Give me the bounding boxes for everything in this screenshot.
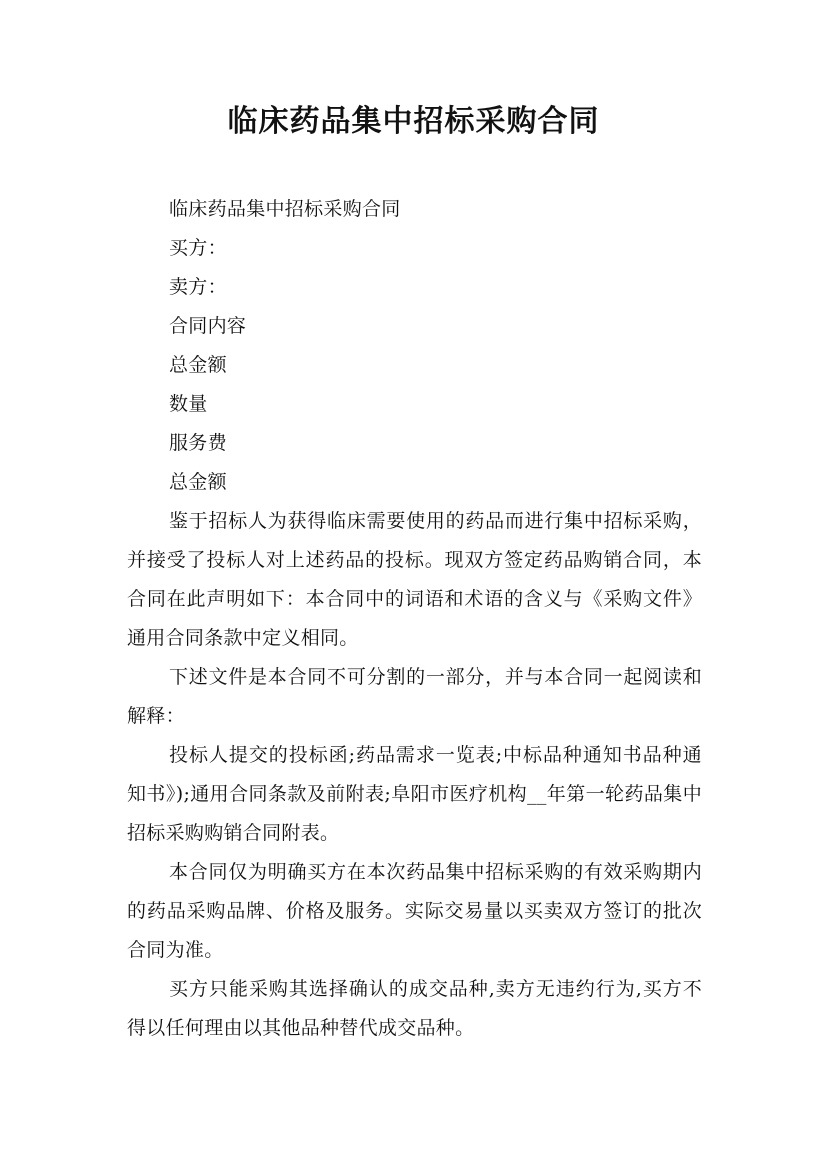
header-line-service-fee: 服务费 xyxy=(169,432,227,454)
header-line-seller: 卖方： xyxy=(169,276,227,298)
paragraph-preamble: 鉴于招标人为获得临床需要使用的药品而进行集中招标采购，并接受了投标人对上述药品的投标。现双方签定药品购销合同，本合同在此声明如下：本合同中的词语和术语的含义与《采购文件》通用合同条款中定义相同。 xyxy=(127,510,702,649)
header-line-contract-content: 合同内容 xyxy=(169,315,247,337)
header-line-contract-name: 临床药品集中招标采购合同 xyxy=(169,198,401,220)
paragraph-documents-intro: 下述文件是本合同不可分割的一部分，并与本合同一起阅读和解释： xyxy=(127,666,702,727)
paragraph-substitution: 买方只能采购其选择确认的成交品种,卖方无违约行为,买方不得以任何理由以其他品种替代成交品种。 xyxy=(127,978,702,1039)
document-body xyxy=(127,190,702,1048)
header-line-total-amount-2: 总金额 xyxy=(169,471,227,493)
document-title: 临床药品集中招标采购合同 xyxy=(227,104,600,139)
header-line-quantity: 数量 xyxy=(169,393,208,415)
header-line-total-amount: 总金额 xyxy=(169,354,227,376)
paragraph-documents-list: 投标人提交的投标函;药品需求一览表;中标品种通知书品种通知书》);通用合同条款及前附表;阜阳市医疗机构__年第一轮药品集中招标采购购销合同附表。 xyxy=(127,744,702,844)
paragraph-scope: 本合同仅为明确买方在本次药品集中招标采购的有效采购期内的药品采购品牌、价格及服务。实际交易量以买卖双方签订的批次合同为准。 xyxy=(127,861,702,961)
header-line-buyer: 买方： xyxy=(169,237,227,259)
